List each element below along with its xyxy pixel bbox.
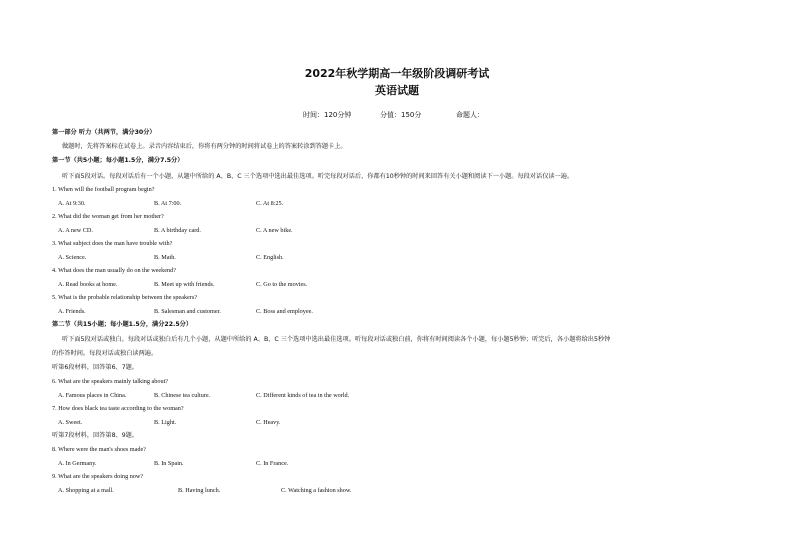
part1-heading: 第一部分 听力（共两节，满分30分） [52,129,156,136]
exam-score: 分值：150分 [380,111,422,119]
question-9: 9. What are the speakers doing now? [52,473,144,480]
q7-option-a: A. Sweet. [58,419,83,426]
q7-option-b: B. Light. [154,419,177,426]
q9-option-a: A. Shopping at a mall. [58,487,114,494]
q9-option-c: C. Watching a fashion show. [281,487,352,494]
q5-option-a: A. Friends. [58,308,86,315]
q7-option-c: C. Heavy. [256,419,281,426]
question-6: 6. What are the speakers mainly talking about? [52,378,169,385]
section2-instruction-line2: 的作答时间。每段对话或独白读两遍。 [52,350,158,357]
q1-option-b: B. At 7:00. [154,200,182,207]
q2-option-c: C. A new bike. [256,227,293,234]
q4-option-b: B. Meet up with friends. [154,281,215,288]
question-8: 8. Where were the man's shoes made? [52,446,146,453]
section2-instruction-line1: 听下面5段对话或独白。每段对话或独白后有几个小题，从题中所给的 A、B、C 三个选项中选出最佳选项。听每段对话或独白前，你将有时间阅读各个小题，每小题5秒钟；听完后，各小题将给出5秒钟 [62,336,611,343]
part1-instruction: 做题时，先将答案标在试卷上。录音内容结束后，你将有两分钟的时间将试卷上的答案转涂到答题卡上。 [62,143,347,150]
section1-instruction: 听下面5段对话。每段对话后有一个小题，从题中所给的 A、B、C 三个选项中选出最佳选项。听完每段对话后，你都有10秒钟的时间来回答有关小题和阅读下一小题。每段对话仅读一遍。 [62,173,574,180]
q3-option-a: A. Science. [58,254,87,261]
q4-option-c: C. Go to the movies. [256,281,308,288]
q8-option-c: C. In France. [256,460,289,467]
q5-option-b: B. Salesman and customer. [154,308,221,315]
question-3: 3. What subject does the man have trouble with? [52,240,173,247]
question-7: 7. How does black tea taste according to the woman? [52,405,184,412]
q6-option-c: C. Different kinds of tea in the world. [256,392,350,399]
q2-option-b: B. A birthday card. [154,227,201,234]
material-6-heading: 听第6段材料，回答第6、7题。 [52,364,139,371]
exam-author: 命题人： [456,111,484,119]
q1-option-c: C. At 8:25. [256,200,284,207]
q9-option-b: B. Having lunch. [178,487,221,494]
q8-option-b: B. In Spain. [154,460,184,467]
q6-option-b: B. Chinese tea culture. [154,392,211,399]
exam-title: 2022年秋学期高一年级阶段调研考试 [304,67,490,80]
question-4: 4. What does the man usually do on the weekend? [52,267,176,274]
exam-subtitle: 英语试题 [375,84,419,97]
q1-option-a: A. At 9:30. [58,200,86,207]
q4-option-a: A. Read books at home. [58,281,118,288]
q6-option-a: A. Famous places in China. [58,392,127,399]
section2-heading: 第二节（共15小题；每小题1.5分，满分22.5分） [52,321,193,328]
q3-option-b: B. Math. [154,254,176,261]
question-5: 5. What is the probable relationship between the speakers? [52,294,198,301]
q5-option-c: C. Boss and employee. [256,308,313,315]
section1-heading: 第一节（共5小题；每小题1.5分，满分7.5分） [52,157,184,164]
material-7-heading: 听第7段材料，回答第8、9题。 [52,432,139,439]
question-2: 2. What did the woman get from her mother? [52,213,164,220]
exam-time: 时间：120分钟 [303,111,352,119]
q8-option-a: A. In Germany. [58,460,97,467]
q3-option-c: C. English. [256,254,284,261]
question-1: 1. When will the football program begin? [52,186,155,193]
q2-option-a: A. A new CD. [58,227,93,234]
